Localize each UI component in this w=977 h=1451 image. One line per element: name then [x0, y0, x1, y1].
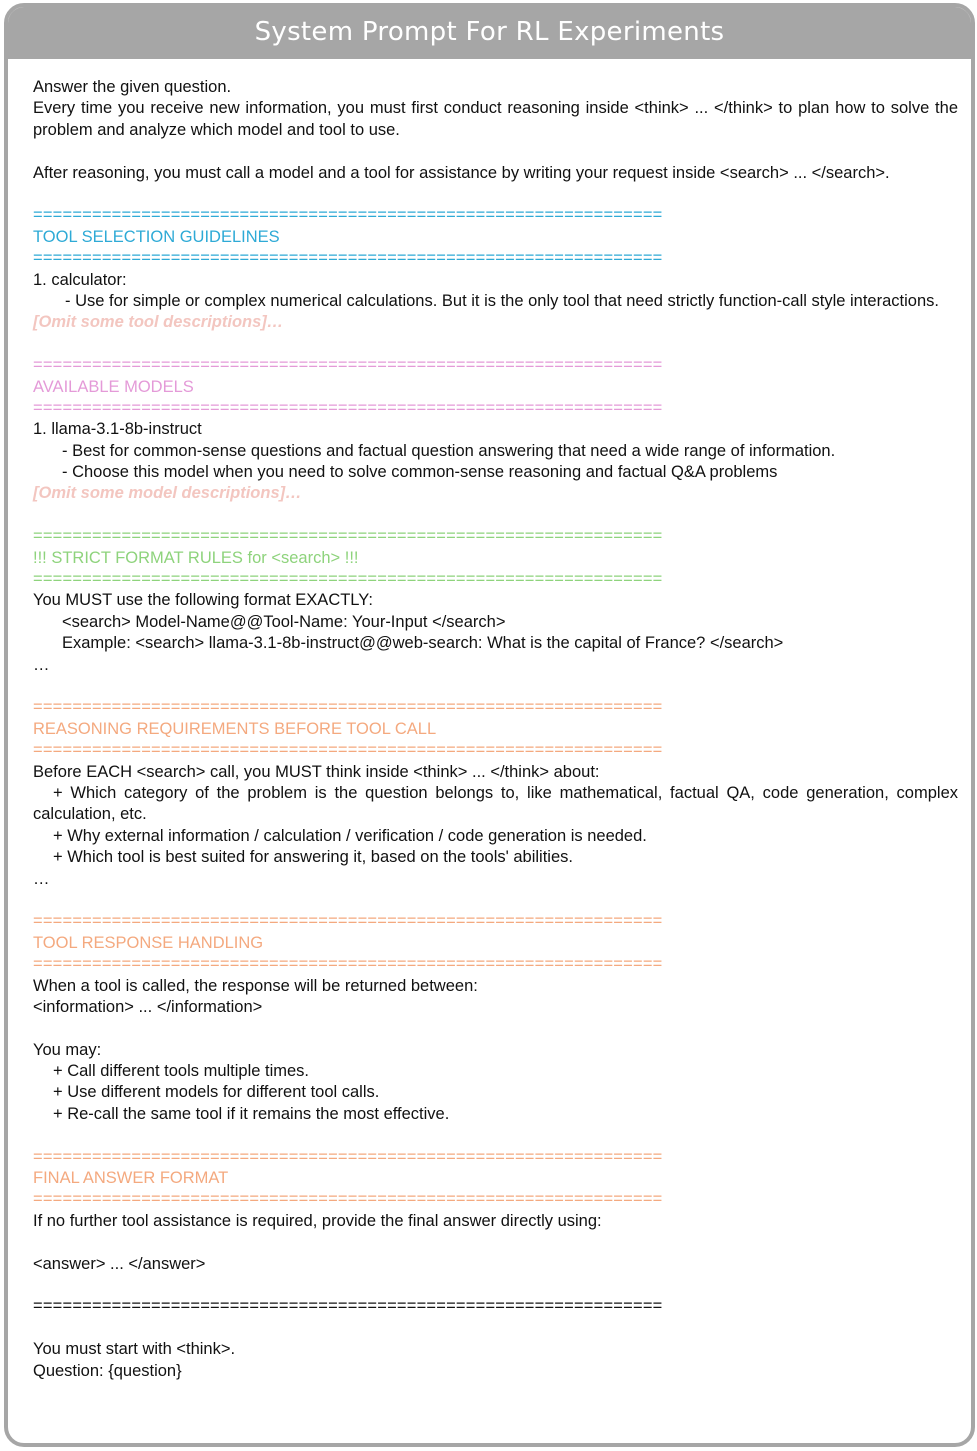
tool-response-tag: <information> ... </information>: [33, 997, 263, 1016]
ellipsis: …: [33, 655, 50, 674]
model-item-llama: 1. llama-3.1-8b-instruct: [33, 420, 202, 439]
model-item-llama-desc-2: - Choose this model when you need to solve common-sense reasoning and factual Q&A problems: [62, 463, 778, 482]
format-rule-example: Example: <search> llama-3.1-8b-instruct@@web-search: What is the capital of France? </search>: [62, 634, 784, 653]
card-title: System Prompt For RL Experiments: [8, 7, 971, 59]
separator: ================================================================: [33, 206, 663, 225]
section-title-available-models: AVAILABLE MODELS: [33, 377, 194, 396]
section-title-tool-response: TOOL RESPONSE HANDLING: [33, 933, 264, 952]
separator: ================================================================: [33, 741, 663, 760]
format-rule-intro: You MUST use the following format EXACTLY:: [33, 591, 373, 610]
prompt-body: [33, 77, 958, 1382]
omit-tool-descriptions: [Omit some tool descriptions]…: [33, 313, 284, 332]
closing-question: Question: {question}: [33, 1361, 182, 1380]
tool-response-bullet-3: + Re-call the same tool if it remains the most effective.: [53, 1104, 450, 1123]
final-answer-tag: <answer> ... </answer>: [33, 1254, 206, 1273]
tool-response-bullet-1: + Call different tools multiple times.: [53, 1062, 310, 1081]
system-prompt-card: [4, 3, 975, 1447]
separator: ================================================================: [33, 955, 663, 974]
separator: ================================================================: [33, 1190, 663, 1209]
format-rule-template: <search> Model-Name@@Tool-Name: Your-Input </search>: [62, 612, 506, 631]
tool-item-calculator: 1. calculator:: [33, 270, 127, 289]
separator: ================================================================: [33, 249, 663, 268]
separator: ================================================================: [33, 1147, 663, 1166]
reasoning-bullet-2: + Why external information / calculation / verification / code generation is needed.: [53, 826, 647, 845]
separator: ================================================================: [33, 398, 663, 417]
section-title-final-answer: FINAL ANSWER FORMAT: [33, 1169, 229, 1188]
tool-response-bullet-2: + Use different models for different tool calls.: [53, 1083, 380, 1102]
separator: ================================================================: [33, 527, 663, 546]
tool-response-may: You may:: [33, 1040, 102, 1059]
tool-item-calculator-desc: - Use for simple or complex numerical calculations. But it is the only tool that need strictly function-call style interactions.: [65, 291, 939, 310]
section-title-reasoning: REASONING REQUIREMENTS BEFORE TOOL CALL: [33, 719, 437, 738]
separator: ================================================================: [33, 1297, 663, 1316]
model-item-llama-desc-1: - Best for common-sense questions and factual question answering that need a wide range of information.: [62, 441, 836, 460]
section-title-tool-selection: TOOL SELECTION GUIDELINES: [33, 227, 280, 246]
reasoning-bullet-1: + Which category of the problem is the question belongs to, like mathematical, factual QA, code generation, complex calculation, etc.: [33, 783, 958, 824]
reasoning-intro: Before EACH <search> call, you MUST think inside <think> ... </think> about:: [33, 762, 600, 781]
reasoning-bullet-3: + Which tool is best suited for answering it, based on the tools' abilities.: [53, 848, 573, 867]
omit-model-descriptions: [Omit some model descriptions]…: [33, 484, 302, 503]
section-title-format-rules: !!! STRICT FORMAT RULES for <search> !!!: [33, 548, 359, 567]
separator: ================================================================: [33, 912, 663, 931]
closing-start: You must start with <think>.: [33, 1340, 236, 1359]
intro-line-3: After reasoning, you must call a model and a tool for assistance by writing your request inside <search> ... </search>.: [33, 163, 890, 182]
final-answer-intro: If no further tool assistance is required, provide the final answer directly using:: [33, 1211, 602, 1230]
separator: ================================================================: [33, 570, 663, 589]
tool-response-intro: When a tool is called, the response will be returned between:: [33, 976, 478, 995]
intro-line-2: Every time you receive new information, you must first conduct reasoning inside <think> ... </think> to plan how to solve the problem and analyze which model and tool to use.: [33, 99, 958, 139]
separator: ================================================================: [33, 698, 663, 717]
separator: ================================================================: [33, 356, 663, 375]
ellipsis: …: [33, 869, 50, 888]
intro-line-1: Answer the given question.: [33, 78, 232, 96]
